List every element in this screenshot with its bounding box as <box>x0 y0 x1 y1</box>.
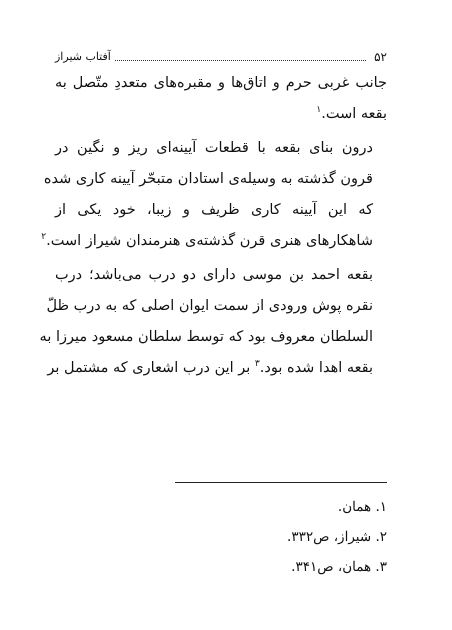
footnote-separator <box>175 482 387 483</box>
page-header <box>55 38 387 64</box>
running-title: آفتاب شیراز <box>55 50 111 63</box>
body-text <box>39 68 387 387</box>
text-line: نقره پوش ورودی از سمت ایوان اصلی که به درب ظلّ <box>46 298 373 314</box>
text-line-content: بقعه اهدا شده بود. <box>259 360 373 376</box>
header-dotted-rule <box>115 60 366 61</box>
footnote-3: ۳. همان، ص۳۴۱. <box>291 559 387 575</box>
paragraph-3 <box>39 260 387 384</box>
text-line-content: شاهکارهای هنری قرن گذشته‌ی هنرمندان شیراز است. <box>46 233 373 249</box>
paragraph-2 <box>41 133 387 257</box>
footnote-ref-1: ۱ <box>316 105 322 116</box>
text-line: السلطان معروف بود که توسط سلطان مسعود میرزا به <box>39 329 373 345</box>
text-line: که این آیینه کاری ظریف و زیبا، خود یکی از <box>55 202 373 218</box>
footnote-ref-2: ۲ <box>41 232 47 243</box>
text-line-content: بر این درب اشعاری که مشتمل بر <box>47 360 251 376</box>
footnotes <box>160 492 387 582</box>
footnote-2: ۲. شیراز، ص۳۳۲. <box>287 529 387 545</box>
text-line: قرون گذشته به وسیله‌ی استادان متبحّر آیینه کاری شده <box>43 171 373 187</box>
text-line <box>55 99 387 130</box>
text-line: درون بنای بقعه با قطعات آیینه‌ای ریز و نگین در <box>55 140 373 156</box>
paragraph-1 <box>55 68 387 130</box>
text-line <box>47 353 387 384</box>
text-line: بقعه احمد بن موسی دارای دو درب می‌باشد؛ درب <box>55 267 373 283</box>
footnote-1: ۱. همان. <box>337 499 387 515</box>
page-number: ۵۲ <box>374 50 387 64</box>
text-line: جانب غربی حرم و اتاق‌ها و مقبره‌های متعددِ متّصل به <box>55 75 387 91</box>
footnote-ref-3: ۳ <box>254 359 260 370</box>
text-line-content: بقعه است. <box>321 106 387 122</box>
text-line <box>41 226 387 257</box>
